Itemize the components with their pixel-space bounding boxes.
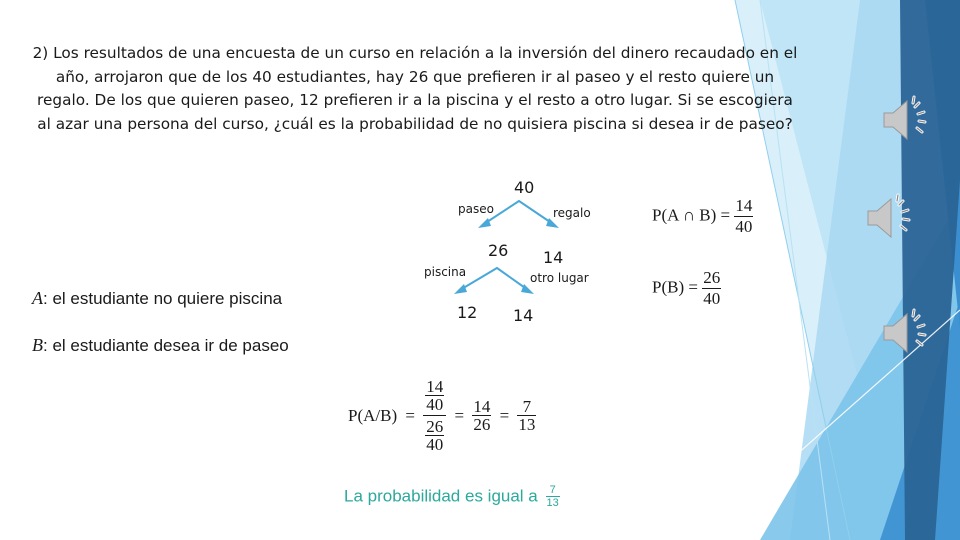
formula-b-lhs: P(B) = — [652, 277, 698, 297]
formula-intersection — [652, 196, 753, 237]
compound-fraction-numerator — [423, 378, 446, 416]
fraction — [517, 398, 536, 433]
definition-b — [32, 335, 289, 356]
compound-fraction-denominator — [423, 416, 446, 453]
fraction-denominator: 40 — [426, 395, 444, 414]
formula-intersection-lhs: P(A ∩ B) = — [652, 205, 731, 225]
formula-b — [652, 268, 721, 309]
fraction — [702, 268, 721, 309]
conclusion-fraction — [546, 484, 560, 509]
equals-sign: = — [499, 406, 510, 425]
fraction-denominator: 40 — [426, 435, 444, 454]
tree-label-regalo: regalo — [553, 206, 591, 220]
fraction-denominator: 40 — [735, 217, 753, 236]
tree-otro-count: 14 — [513, 306, 534, 325]
fraction — [734, 196, 753, 237]
fraction-numerator: 7 — [546, 484, 560, 497]
equals-sign: = — [454, 406, 465, 425]
tree-label-paseo: paseo — [458, 202, 494, 216]
fraction-numerator: 26 — [703, 268, 721, 287]
fraction-numerator: 7 — [517, 398, 536, 416]
fraction — [424, 378, 445, 413]
tree-paseo-count: 26 — [488, 241, 509, 260]
conclusion — [344, 484, 560, 509]
fraction-numerator: 14 — [426, 377, 444, 396]
definition-b-text: : el estudiante desea ir de paseo — [43, 336, 289, 355]
fraction — [424, 418, 445, 453]
conclusion-text: La probabilidad es igual a — [344, 486, 538, 506]
fraction-numerator: 14 — [473, 397, 491, 416]
fraction-denominator: 40 — [703, 289, 721, 308]
event-a-symbol: A — [32, 288, 43, 308]
event-b-symbol: B — [32, 335, 43, 355]
definition-a — [32, 288, 282, 309]
fraction-denominator: 13 — [518, 415, 536, 434]
equals-sign: = — [405, 406, 415, 425]
fraction — [472, 398, 491, 433]
formula-conditional-lhs: P(A/B) — [348, 406, 398, 425]
formula-conditional — [348, 378, 536, 453]
tree-label-otro-lugar: otro lugar — [530, 271, 589, 285]
tree-regalo-count: 14 — [543, 248, 564, 267]
definition-a-text: : el estudiante no quiere piscina — [43, 289, 283, 308]
tree-label-piscina: piscina — [424, 265, 467, 279]
fraction-denominator: 26 — [473, 415, 491, 434]
fraction-denominator: 13 — [546, 497, 559, 509]
question-text: 2) Los resultados de una encuesta de un curso en relación a la inversión del dinero recaudado en el año, arrojaron que de los 40 estudiantes, hay 26 que prefieren ir al paseo y el resto quiere un regalo. De los que quieren paseo, 12 prefieren ir a la piscina y el resto a otro lugar. Si se escogiera al azar una persona del curso, ¿cuál es la probabilidad de no quisiera piscina si desea ir de paseo? — [32, 44, 798, 133]
fraction-numerator: 26 — [426, 417, 444, 436]
compound-fraction — [423, 378, 446, 453]
fraction-numerator: 14 — [735, 196, 753, 215]
tree-piscina-count: 12 — [457, 303, 478, 322]
tree-root-count: 40 — [514, 178, 535, 197]
